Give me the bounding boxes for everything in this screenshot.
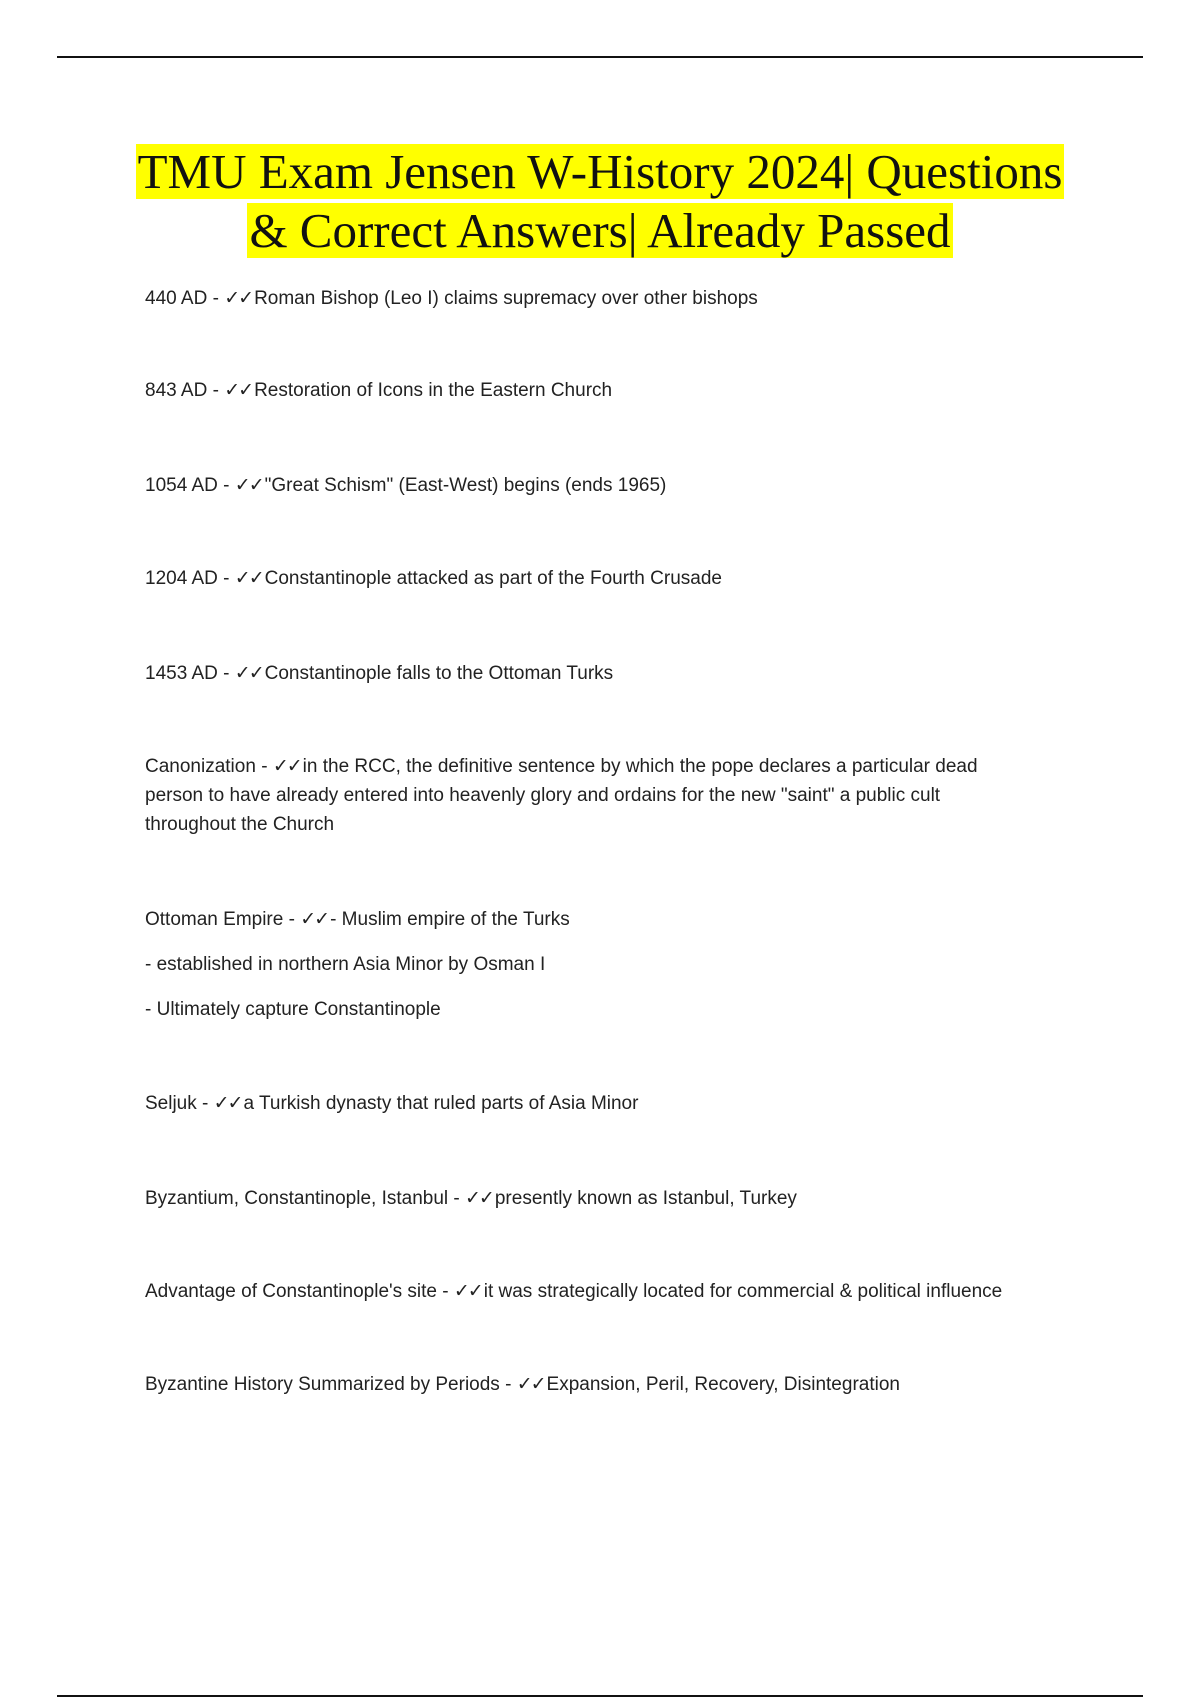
double-check-icon: ✓✓ bbox=[224, 287, 253, 309]
entry-canonization bbox=[145, 752, 1085, 839]
entry-definition: presently known as Istanbul, Turkey bbox=[494, 1188, 797, 1209]
separator: - bbox=[499, 1374, 517, 1395]
entry-byzantine-periods bbox=[145, 1370, 1085, 1399]
entry-bullet-line: - established in northern Asia Minor by Osman I bbox=[145, 954, 546, 975]
entry-1204-ad bbox=[145, 564, 1085, 593]
entry-definition-line: person to have already entered into heavenly glory and ordains for the new "saint" a public cult bbox=[145, 785, 941, 806]
entry-definition: Roman Bishop (Leo I) claims supremacy over other bishops bbox=[254, 288, 758, 309]
title-line-1: TMU Exam Jensen W-History 2024| Questions bbox=[137, 144, 1063, 199]
double-check-icon: ✓✓ bbox=[272, 755, 301, 777]
entry-line bbox=[145, 752, 1085, 781]
entry-440-ad bbox=[145, 284, 1085, 313]
top-rule bbox=[57, 56, 1143, 58]
entry-definition: a Turkish dynasty that ruled parts of Asia Minor bbox=[243, 1093, 639, 1114]
entry-term: Advantage of Constantinople's site bbox=[145, 1281, 437, 1302]
double-check-icon: ✓✓ bbox=[234, 474, 263, 496]
entry-term: 1204 AD bbox=[145, 568, 218, 589]
separator: - bbox=[196, 1093, 214, 1114]
entry-definition: "Great Schism" (East-West) begins (ends 1965) bbox=[264, 475, 667, 496]
entry-term: 440 AD bbox=[145, 288, 208, 309]
entry-definition: Expansion, Peril, Recovery, Disintegration bbox=[546, 1374, 900, 1395]
entry-term: Byzantine History Summarized by Periods bbox=[145, 1374, 500, 1395]
entry-line bbox=[145, 905, 1085, 934]
separator: - bbox=[217, 568, 235, 589]
separator: - bbox=[217, 663, 235, 684]
entry-definition-line: in the RCC, the definitive sentence by which the pope declares a particular dead bbox=[302, 756, 978, 777]
entry-seljuk bbox=[145, 1089, 1085, 1118]
entry-term: 843 AD bbox=[145, 380, 208, 401]
entry-ottoman-empire bbox=[145, 905, 1085, 1024]
entry-definition: Constantinople attacked as part of the Fourth Crusade bbox=[264, 568, 722, 589]
entry-constantinople-site bbox=[145, 1277, 1085, 1306]
entry-term: 1453 AD bbox=[145, 663, 218, 684]
separator: - bbox=[207, 380, 225, 401]
double-check-icon: ✓✓ bbox=[224, 379, 253, 401]
bottom-rule bbox=[57, 1695, 1143, 1697]
entry-1054-ad bbox=[145, 471, 1085, 500]
entry-term: Ottoman Empire bbox=[145, 909, 284, 930]
double-check-icon: ✓✓ bbox=[234, 567, 263, 589]
entry-definition: Constantinople falls to the Ottoman Turks bbox=[264, 663, 614, 684]
entry-definition: Restoration of Icons in the Eastern Church bbox=[254, 380, 613, 401]
separator: - bbox=[207, 288, 225, 309]
title-line-2: & Correct Answers| Already Passed bbox=[249, 203, 951, 258]
entry-term: 1054 AD bbox=[145, 475, 218, 496]
entry-1453-ad bbox=[145, 659, 1085, 688]
separator: - bbox=[283, 909, 301, 930]
entry-definition: - Muslim empire of the Turks bbox=[330, 909, 570, 930]
page-title bbox=[60, 142, 1140, 260]
entry-843-ad bbox=[145, 376, 1085, 405]
separator: - bbox=[217, 475, 235, 496]
separator: - bbox=[255, 756, 273, 777]
entry-term: Canonization bbox=[145, 756, 256, 777]
entry-byzantium bbox=[145, 1184, 1085, 1213]
entry-term: Seljuk bbox=[145, 1093, 197, 1114]
entry-term: Byzantium, Constantinople, Istanbul bbox=[145, 1188, 449, 1209]
double-check-icon: ✓✓ bbox=[453, 1280, 482, 1302]
double-check-icon: ✓✓ bbox=[516, 1373, 545, 1395]
separator: - bbox=[437, 1281, 454, 1302]
double-check-icon: ✓✓ bbox=[465, 1187, 493, 1209]
double-check-icon: ✓✓ bbox=[300, 908, 329, 930]
separator: - bbox=[448, 1188, 466, 1209]
double-check-icon: ✓✓ bbox=[213, 1092, 242, 1114]
entry-definition-line: throughout the Church bbox=[145, 814, 335, 835]
entry-bullet-line: - Ultimately capture Constantinople bbox=[145, 999, 441, 1020]
double-check-icon: ✓✓ bbox=[234, 662, 263, 684]
entry-definition: it was strategically located for commercial & political influence bbox=[483, 1281, 1003, 1302]
